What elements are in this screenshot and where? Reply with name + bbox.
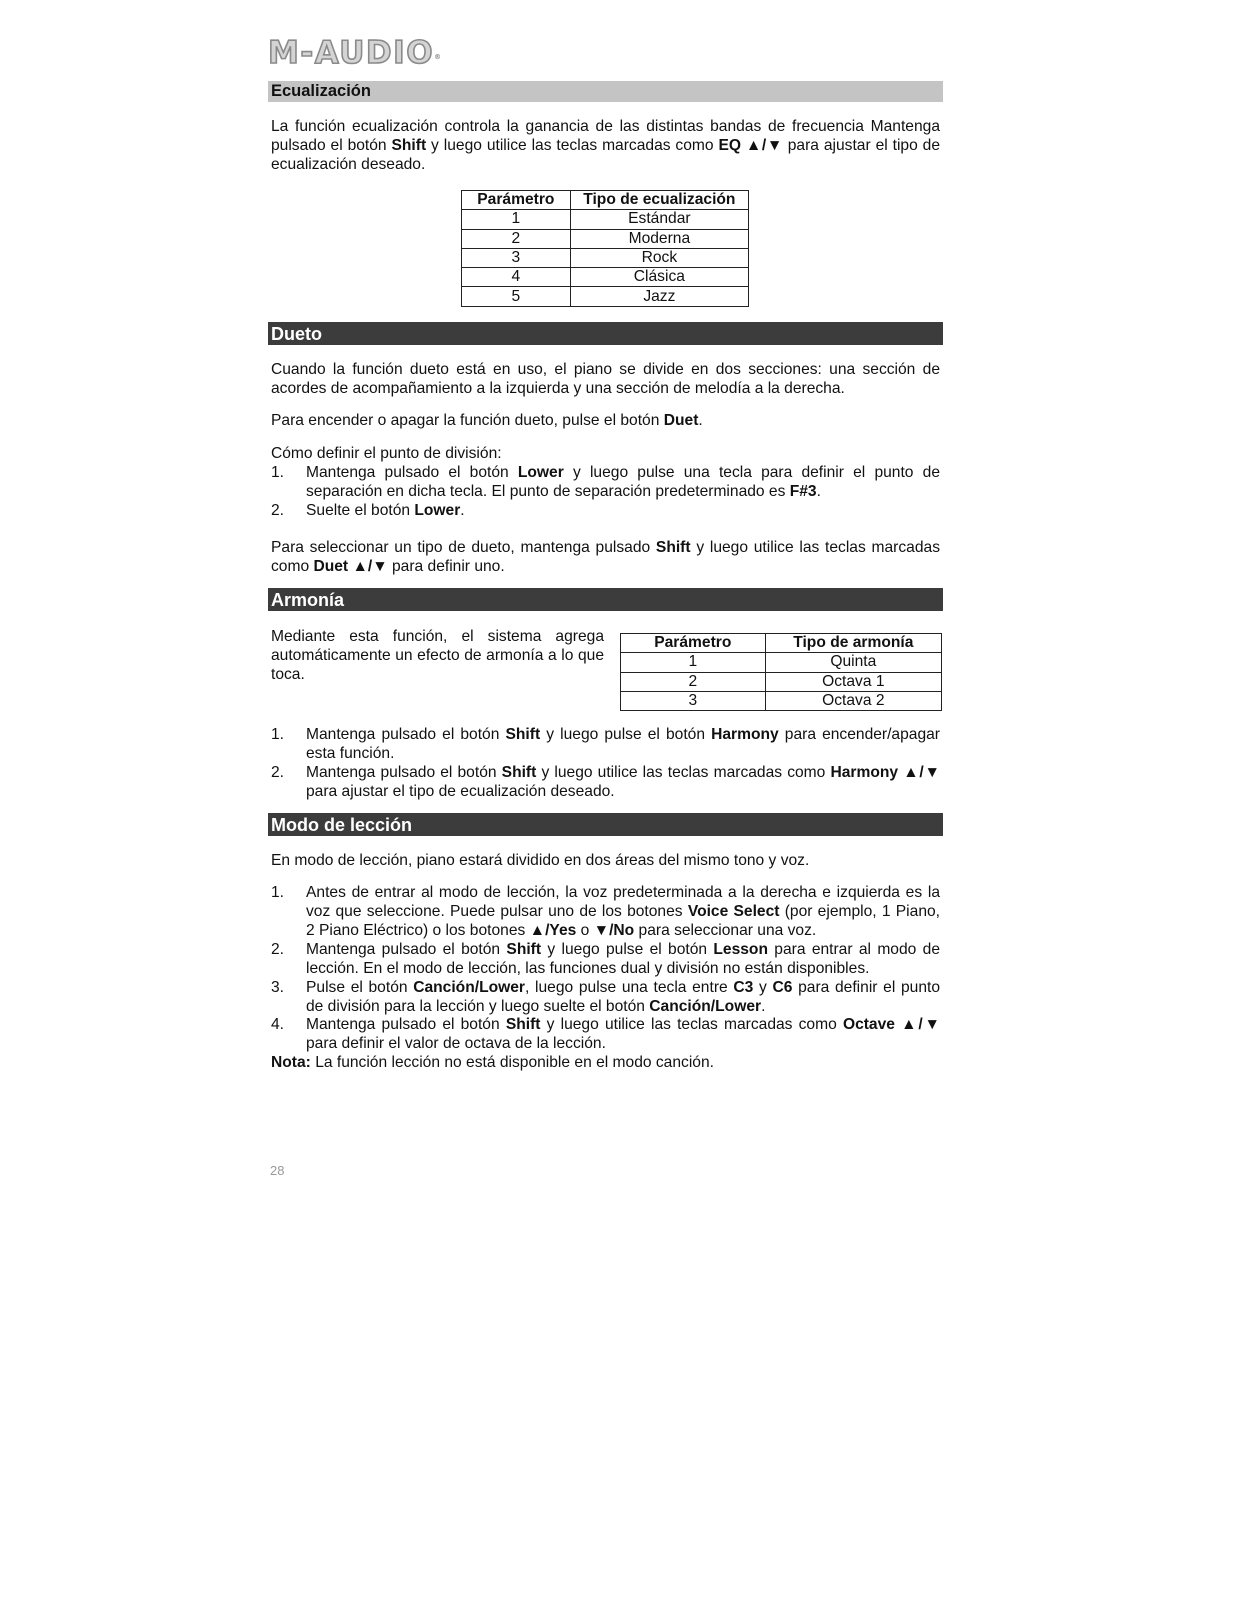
table-cell: Octava 2 [765,691,941,710]
table-header-cell: Tipo de armonía [765,634,941,653]
table-row [462,287,749,306]
table-header-cell: Parámetro [621,634,766,653]
table-cell: Rock [570,248,748,267]
table-cell: 3 [462,248,571,267]
section-header-lesson: Modo de lección [268,813,943,836]
section-header-harmony: Armonía [268,588,943,611]
table-row [462,248,749,267]
table-row [462,268,749,287]
duet-paragraph-1: Cuando la función dueto está en uso, el piano se divide en dos secciones: una sección de acordes de acompañamiento a la izquierda y una sección de melodía a la derecha. [271,361,940,398]
page-number: 28 [270,1163,285,1178]
table-cell: Jazz [570,287,748,306]
table-header-row [621,634,942,653]
table-cell: 4 [462,268,571,287]
table-header-row [462,191,749,210]
table-cell: 5 [462,287,571,306]
table-header-cell: Parámetro [462,191,571,210]
table-row [621,691,942,710]
harmony-table [620,633,942,711]
table-row [621,653,942,672]
table-cell: 3 [621,691,766,710]
table-cell: Octava 1 [765,672,941,691]
eq-table [461,190,749,307]
eq-intro: La función ecualización controla la ganancia de las distintas bandas de frecuencia Mantenga pulsado el botón Shift y luego utilice las teclas marcadas como EQ ▲/▼ para ajustar el tipo de ecualización deseado. [271,118,940,174]
lesson-intro: En modo de lección, piano estará dividido en dos áreas del mismo tono y voz. [271,852,810,869]
table-cell: 1 [621,653,766,672]
duet-paragraph-4: Para seleccionar un tipo de dueto, mantenga pulsado Shift y luego utilice las teclas marcadas como Duet ▲/▼ para definir uno. [271,539,940,576]
section-header-eq: Ecualización [268,81,943,102]
table-cell: 2 [621,672,766,691]
table-cell: Quinta [765,653,941,672]
duet-paragraph-2: Para encender o apagar la función dueto, pulse el botón Duet. [271,412,703,429]
brand-logo: M-AUDIO® [268,35,443,71]
lesson-note: Nota: La función lección no está disponible en el modo canción. [271,1054,714,1071]
table-header-cell: Tipo de ecualización [570,191,748,210]
table-row [621,672,942,691]
table-cell: Estándar [570,210,748,229]
table-cell: 1 [462,210,571,229]
table-cell: Clásica [570,268,748,287]
harmony-intro: Mediante esta función, el sistema agrega automáticamente un efecto de armonía a lo que toca. [271,628,604,684]
section-header-duet: Dueto [268,322,943,345]
table-row [462,229,749,248]
duet-paragraph-3: Cómo definir el punto de división: [271,445,502,462]
table-cell: Moderna [570,229,748,248]
table-row [462,210,749,229]
table-cell: 2 [462,229,571,248]
